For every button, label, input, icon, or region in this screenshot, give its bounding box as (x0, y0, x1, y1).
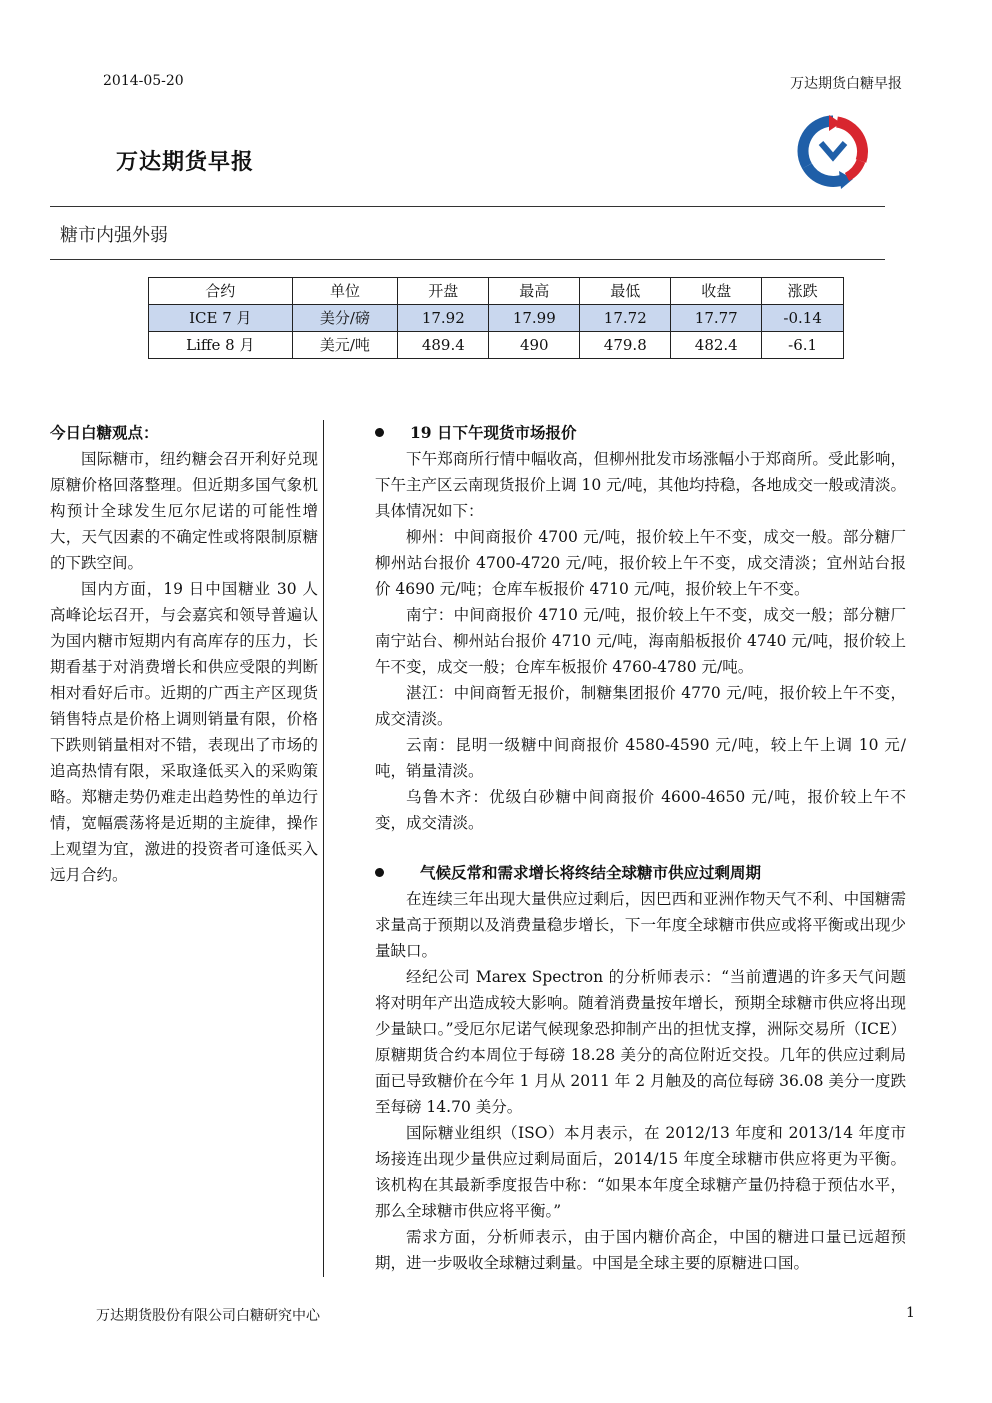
table-cell: 479.8 (580, 332, 671, 359)
footer-organization: 万达期货股份有限公司白糖研究中心 (96, 1308, 320, 1324)
table-header-cell: 收盘 (671, 278, 762, 305)
left-column (50, 420, 318, 888)
table-cell: Liffe 8 月 (149, 332, 293, 359)
table-cell: 17.92 (398, 305, 489, 332)
section-paragraph: 湛江：中间商暂无报价，制糖集团报价 4770 元/吨，报价较上午不变，成交清淡。 (375, 684, 906, 728)
table-header-cell: 涨跌 (762, 278, 844, 305)
section-paragraph: 柳州：中间商报价 4700 元/吨，报价较上午不变，成交一般。部分糖厂柳州站台报价 4700-4720 元/吨，报价较上午不变，成交清淡；宜州站台报价 4690 元/吨；仓库车板报价 4710 元/吨，报价较上午不变。 (375, 528, 906, 598)
section-paragraph: 乌鲁木齐：优级白砂糖中间商报价 4600-4650 元/吨，报价较上午不变，成交清淡。 (375, 788, 906, 832)
bullet-icon (375, 428, 384, 437)
table-cell: 美分/磅 (292, 305, 398, 332)
section-paragraph: 下午郑商所行情中幅收高，但柳州批发市场涨幅小于郑商所。受此影响，下午主产区云南现货报价上调 10 元/吨，其他均持稳，各地成交一般或清淡。具体情况如下： (375, 450, 906, 520)
report-subtitle: 糖市内强外弱 (60, 225, 168, 246)
news-heading: 气候反常和需求增长将终结全球糖市供应过剩周期 (420, 863, 762, 882)
table-cell: 美元/吨 (292, 332, 398, 359)
section-heading (375, 860, 906, 886)
section-paragraph: 国际糖业组织（ISO）本月表示，在 2012/13 年度和 2013/14 年度市场接连出现少量供应过剩局面后，2014/15 年度全球糖市供应将更为平衡。该机构在其最新季度报告中称：“如果本年度全球糖产量仍持稳于预估水平，那么全球糖市供应将平衡。” (375, 1124, 906, 1220)
publication-name: 万达期货白糖早报 (790, 76, 902, 92)
table-cell: 17.72 (580, 305, 671, 332)
table-cell: -0.14 (762, 305, 844, 332)
table-header-cell: 最低 (580, 278, 671, 305)
section-paragraph: 需求方面，分析师表示，由于国内糖价高企，中国的糖进口量已远超预期，进一步吸收全球糖过剩量。中国是全球主要的原糖进口国。 (375, 1228, 906, 1272)
section-paragraph: 南宁：中间商报价 4710 元/吨，报价较上午不变，成交一般；部分糖厂南宁站台、柳州站台报价 4710 元/吨，海南船板报价 4740 元/吨，报价较上午不变，成交一般；仓库车板报价 4760-4780 元/吨。 (375, 606, 906, 676)
table-cell: ICE 7 月 (149, 305, 293, 332)
table-header-cell: 最高 (489, 278, 580, 305)
table-header-cell: 开盘 (398, 278, 489, 305)
table-cell: 482.4 (671, 332, 762, 359)
section-paragraph: 经纪公司 Marex Spectron 的分析师表示：“当前遭遇的许多天气问题将对明年产出造成较大影响。随着消费量按年增长，预期全球糖市供应将出现少量缺口。”受厄尔尼诺气候现象恐抑制产出的担忧支撑，洲际交易所（ICE）原糖期货合约本周位于每磅 18.28 美分的高位附近交投。几年的供应过剩局面已导致糖价在今年 1 月从 2011 年 2 月触及的高位每磅 36.08 美分一度跌至每磅 14.70 美分。 (375, 968, 906, 1116)
report-title: 万达期货早报 (116, 149, 255, 175)
view-paragraph: 国内方面，19 日中国糖业 30 人高峰论坛召开，与会嘉宾和领导普遍认为国内糖市短期内有高库存的压力，长期看基于对消费增长和供应受限的判断相对看好后市。近期的广西主产区现货销售特点是价格上调则销量有限，价格下跌则销量相对不错，表现出了市场的追高热情有限，采取逢低买入的采购策略。郑糖走势仍难走出趋势性的单边行情，宽幅震荡将是近期的主旋律，操作上观望为宜，激进的投资者可逢低买入远月合约。 (50, 580, 318, 884)
table-header-cell: 合约 (149, 278, 293, 305)
section-heading (375, 420, 906, 446)
table-cell: 490 (489, 332, 580, 359)
bullet-icon (375, 868, 384, 877)
table-header-cell: 单位 (292, 278, 398, 305)
table-header-row (149, 278, 844, 305)
view-heading: 今日白糖观点： (50, 423, 159, 442)
table-cell: 489.4 (398, 332, 489, 359)
table-row (149, 332, 844, 359)
table-cell: 17.77 (671, 305, 762, 332)
right-column-section-spot (375, 420, 906, 836)
right-column-section-news (375, 860, 906, 1276)
table-row (149, 305, 844, 332)
section-paragraph: 云南：昆明一级糖中间商报价 4580-4590 元/吨，较上午上调 10 元/吨，销量清淡。 (375, 736, 906, 780)
column-divider (323, 420, 324, 1277)
wanda-logo-icon (795, 113, 871, 189)
page-number: 1 (906, 1305, 915, 1321)
header-rule (50, 206, 885, 207)
quote-table (148, 277, 844, 359)
spot-quote-heading: 19 日下午现货市场报价 (410, 423, 577, 442)
section-paragraph: 在连续三年出现大量供应过剩后，因巴西和亚洲作物天气不利、中国糖需求量高于预期以及消费量稳步增长，下一年度全球糖市供应或将平衡或出现少量缺口。 (375, 890, 906, 960)
report-date: 2014-05-20 (103, 73, 184, 89)
view-paragraph: 国际糖市，纽约糖会召开利好兑现原糖价格回落整理。但近期多国气象机构预计全球发生厄尔尼诺的可能性增大，天气因素的不确定性或将限制原糖的下跌空间。 (50, 450, 318, 572)
table-cell: -6.1 (762, 332, 844, 359)
subtitle-rule (50, 259, 885, 260)
table-cell: 17.99 (489, 305, 580, 332)
